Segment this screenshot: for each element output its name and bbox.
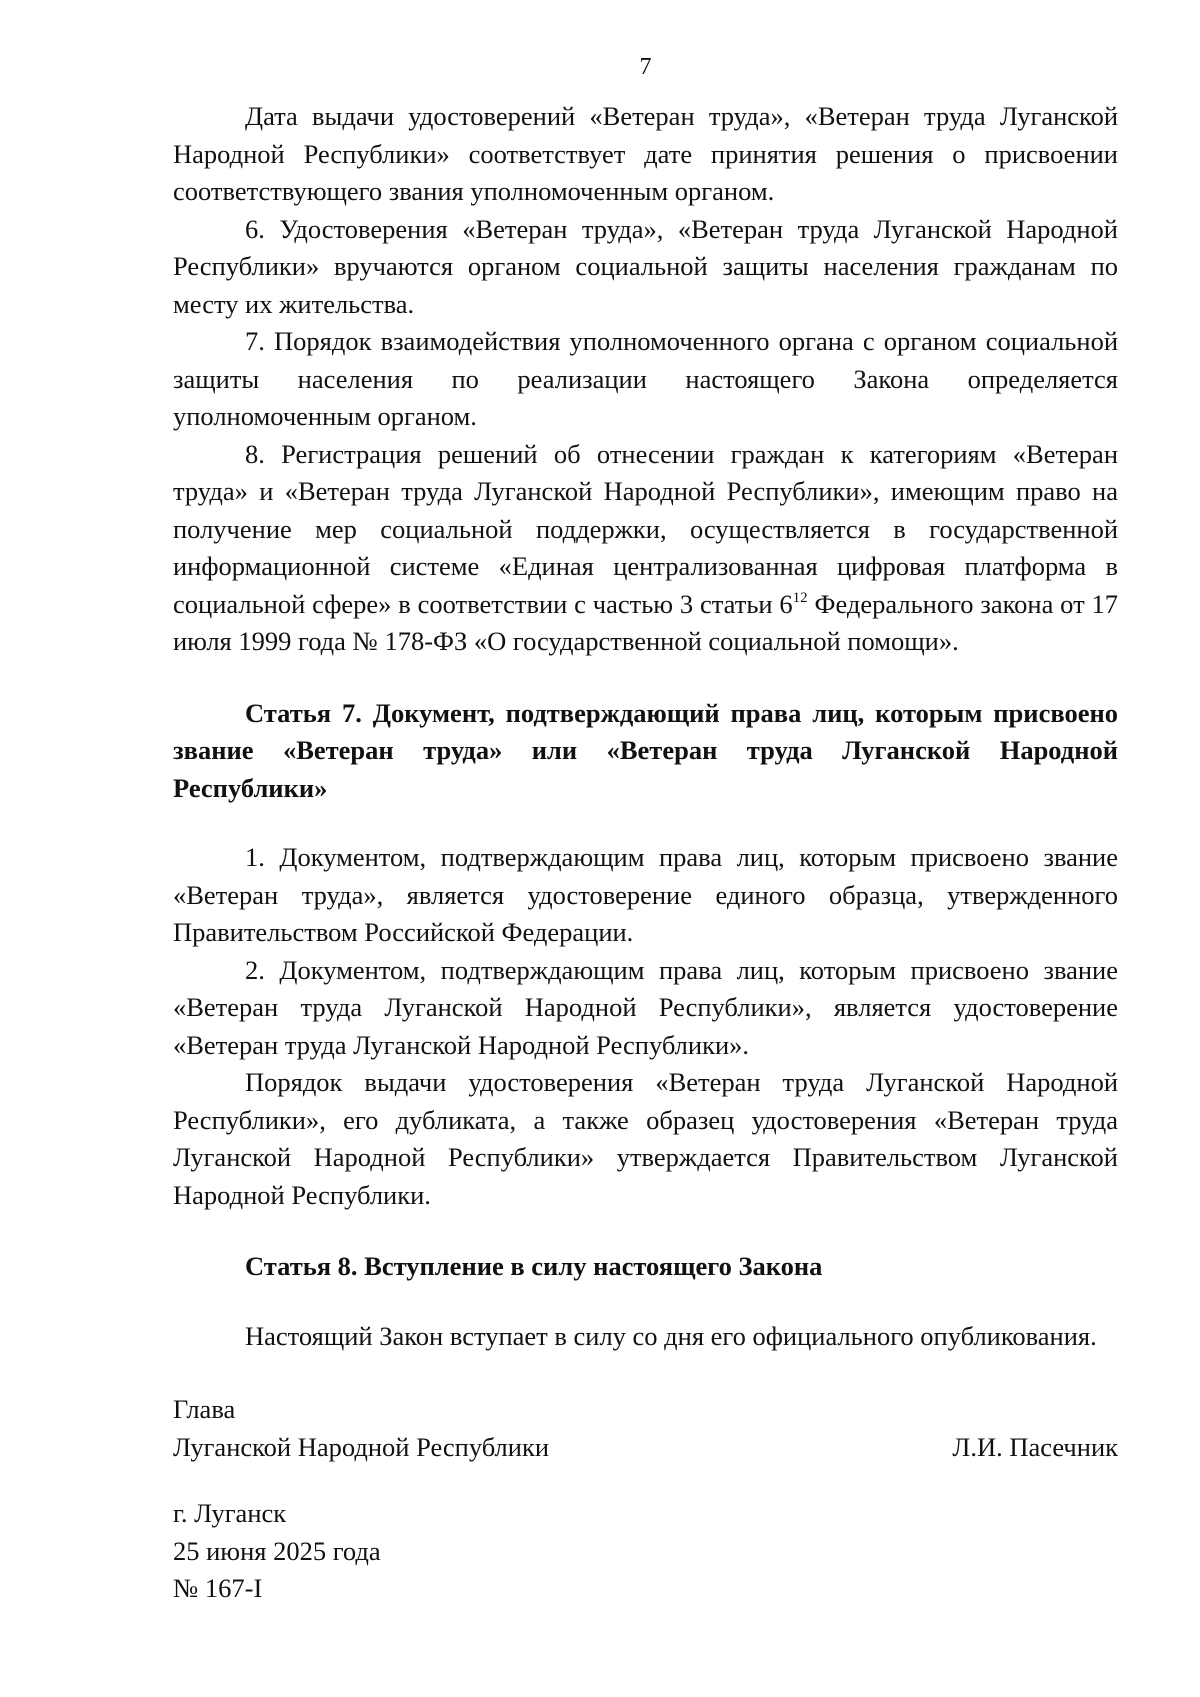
signature-row xyxy=(173,1429,1118,1467)
document-page xyxy=(173,50,1118,1608)
article-8-paragraph-1: Настоящий Закон вступает в силу со дня его официального опубликования. xyxy=(245,1320,1097,1351)
article-8-title: Статья 8. Вступление в силу настоящего Закона xyxy=(245,1251,823,1281)
law-date: 25 июня 2025 года xyxy=(173,1535,381,1566)
signatory-position-line1: Глава xyxy=(173,1394,236,1424)
superscript-article-number: 12 xyxy=(792,589,808,606)
paragraph-item-8-text-start: 8. Регистрация решений об отнесении граждан к категориям «Ветеран труда» и «Ветеран труда Луганской Народной Республики», имеющим право на получение мер социальной поддержки, осуществляется в государственной информационной системе «Единая централизованная цифровая платформа в социальной сфере» в соответствии с частью 3 статьи 6 xyxy=(173,438,1118,619)
signature-block xyxy=(173,1391,1118,1466)
paragraph-item-7: 7. Порядок взаимодействия уполномоченного органа с органом социальной защиты населения по реализации настоящего Закона определяется уполномоченным органом. xyxy=(173,326,1118,431)
article-7-title: Статья 7. Документ, подтверждающий права лиц, которым присвоено звание «Ветеран труда» или «Ветеран труда Луганской Народной Республики» xyxy=(173,697,1118,803)
page-number: 7 xyxy=(639,54,652,80)
paragraph-item-6: 6. Удостоверения «Ветеран труда», «Ветеран труда Луганской Народной Республики» вручаются органом социальной защиты населения гражданам по месту их жительства. xyxy=(173,213,1118,319)
law-number: № 167-I xyxy=(173,1573,263,1603)
place-city: г. Луганск xyxy=(173,1498,287,1528)
place-date-block xyxy=(173,1495,1118,1608)
article-7-paragraph-3: Порядок выдачи удостоверения «Ветеран труда Луганской Народной Республики», его дубликата, а также образец удостоверения «Ветеран труда Луганской Народной Республики» утверждается Правительством Луганской Народной Республики. xyxy=(173,1067,1118,1210)
signatory-position-line2: Луганской Народной Республики xyxy=(173,1431,550,1462)
paragraph-item-8-text-end: Федерального закона от 17 июля 1999 года № 178-ФЗ «О государственной социальной помощи». xyxy=(173,588,1118,656)
signatory-name: Л.И. Пасечник xyxy=(952,1431,1118,1462)
paragraph-item-8 xyxy=(173,436,1118,661)
paragraph-issue-date: Дата выдачи удостоверений «Ветеран труда», «Ветеран труда Луганской Народной Республики» соответствует дате принятия решения о присвоении соответствующего звания уполномоченным органом. xyxy=(173,101,1118,206)
article-7-paragraph-1: 1. Документом, подтверждающим права лиц, которым присвоено звание «Ветеран труда», является удостоверение единого образца, утвержденного Правительством Российской Федерации. xyxy=(173,842,1118,947)
article-7-paragraph-2: 2. Документом, подтверждающим права лиц, которым присвоено звание «Ветеран труда Луганской Народной Республики», является удостоверение «Ветеран труда Луганской Народной Республики». xyxy=(173,954,1118,1060)
